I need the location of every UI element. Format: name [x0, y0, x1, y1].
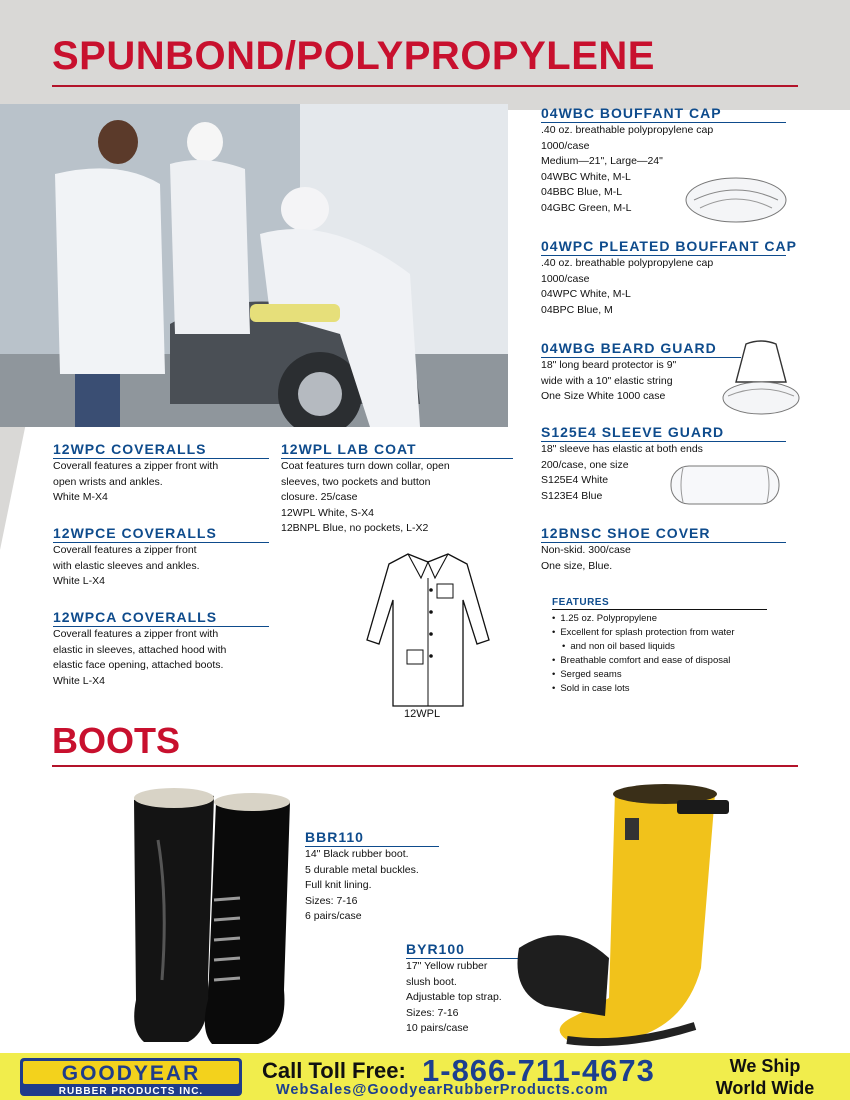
black-boots-image: [128, 780, 300, 1048]
call-label: Call Toll Free:: [262, 1058, 406, 1083]
product-line: .40 oz. breathable polypropylene cap: [541, 124, 714, 136]
features-rule: [552, 609, 767, 610]
boots-rule: [52, 765, 798, 767]
yellow-boot-image: [505, 778, 737, 1053]
product-title: 04WPC PLEATED BOUFFANT CAP: [541, 238, 797, 254]
product-title: 12WPCA COVERALLS: [53, 609, 218, 625]
product-line: 18" long beard protector is 9": [541, 359, 677, 371]
feature-item: • Breathable comfort and ease of disposal: [552, 654, 767, 668]
product-line: 5 durable metal buckles.: [305, 863, 419, 876]
ship-line-2: World Wide: [715, 1078, 815, 1098]
product-line: 12BNPL Blue, no pockets, L-X2: [281, 522, 429, 534]
product-line: Coverall features a zipper front with: [53, 628, 219, 640]
ship-line-1: We Ship: [729, 1056, 801, 1076]
email-link[interactable]: WebSales@GoodyearRubberProducts.com: [276, 1082, 609, 1098]
sleeve-guard-image: [665, 458, 785, 512]
product-line: White M-X4: [53, 491, 108, 503]
product-line: Sizes: 7-16: [305, 894, 358, 907]
product-title: 12WPC COVERALLS: [53, 441, 207, 457]
features-box: [552, 597, 767, 696]
product-title: 12BNSC SHOE COVER: [541, 525, 711, 541]
title-rule: [52, 85, 798, 87]
section-title-boots: BOOTS: [52, 720, 181, 761]
feature-item: • 1.25 oz. Polypropylene: [552, 612, 767, 626]
product-line: elastic face opening, attached boots.: [53, 659, 224, 671]
product-line: open wrists and ankles.: [53, 475, 163, 488]
product-line: .40 oz. breathable polypropylene cap: [541, 257, 714, 269]
feature-item: • Excellent for splash protection from water: [552, 626, 767, 640]
product-line: 12WPL White, S-X4: [281, 506, 374, 519]
product-line: Coverall features a zipper front: [53, 544, 197, 556]
logo-sub-text: RUBBER PRODUCTS INC.: [58, 1086, 204, 1096]
product-line: slush boot.: [406, 975, 457, 988]
product-line: 04BPC Blue, M: [541, 303, 613, 316]
product-line: 04BBC Blue, M-L: [541, 186, 623, 198]
product-line: Coverall features a zipper front with: [53, 460, 219, 472]
product-line: 1000/case: [541, 272, 590, 285]
product-pleated-bouffant-cap: [541, 238, 797, 318]
bouffant-cap-image: [680, 170, 792, 230]
product-coveralls-12wpc: [53, 441, 269, 506]
product-line: White L-X4: [53, 575, 105, 587]
product-line: 17" Yellow rubber: [406, 960, 488, 972]
feature-item: • Sold in case lots: [552, 682, 767, 696]
product-line: 10 pairs/case: [406, 1022, 469, 1034]
product-title: BBR110: [305, 829, 364, 845]
goodyear-logo: [20, 1058, 242, 1096]
product-line: S125E4 White: [541, 474, 609, 486]
product-line: 18" sleeve has elastic at both ends: [541, 443, 703, 455]
lab-coat-drawing: [363, 550, 493, 710]
product-line: Sizes: 7-16: [406, 1006, 459, 1019]
product-line: One Size White 1000 case: [541, 390, 666, 402]
workers-photo: [0, 104, 508, 427]
logo-main-text: GOODYEAR: [61, 1062, 201, 1085]
product-line: 6 pairs/case: [305, 910, 362, 922]
product-line: Non-skid. 300/case: [541, 544, 631, 556]
product-line: 14" Black rubber boot.: [305, 848, 409, 860]
product-line: Full knit lining.: [305, 879, 372, 891]
product-title: S125E4 SLEEVE GUARD: [541, 424, 725, 440]
product-coveralls-12wpce: [53, 525, 269, 590]
lab-coat-caption: 12WPL: [404, 708, 441, 720]
workers-illustration: [0, 104, 508, 427]
product-line: closure. 25/case: [281, 491, 358, 503]
product-line: White L-X4: [53, 674, 105, 687]
product-line: Medium—21", Large—24": [541, 155, 663, 167]
feature-item: • Serged seams: [552, 668, 767, 682]
product-line: 04GBC Green, M-L: [541, 201, 632, 214]
features-list: [552, 612, 767, 696]
product-line: sleeves, two pockets and button: [281, 475, 431, 488]
product-title: 12WPL LAB COAT: [281, 441, 417, 457]
product-coveralls-12wpca: [53, 609, 269, 689]
product-title: 12WPCE COVERALLS: [53, 525, 217, 541]
product-line: 200/case, one size: [541, 458, 629, 471]
product-line: wide with a 10" elastic string: [541, 374, 673, 387]
product-bbr110: [305, 829, 439, 925]
product-line: with elastic sleeves and ankles.: [53, 559, 200, 572]
phone-number[interactable]: 1-866-711-4673: [422, 1053, 655, 1088]
beard-guard-image: [718, 338, 804, 420]
product-lab-coat: [281, 441, 513, 537]
product-title: 04WBC BOUFFANT CAP: [541, 105, 722, 121]
product-line: 04WPC White, M-L: [541, 288, 631, 300]
feature-item: • and non oil based liquids: [552, 640, 767, 654]
product-title: 04WBG BEARD GUARD: [541, 340, 717, 356]
product-line: Adjustable top strap.: [406, 991, 502, 1003]
product-line: S123E4 Blue: [541, 489, 603, 502]
product-line: 04WBC White, M-L: [541, 170, 631, 183]
product-beard-guard: [541, 340, 741, 405]
product-line: 1000/case: [541, 139, 590, 152]
product-line: Coat features turn down collar, open: [281, 460, 450, 472]
product-shoe-cover: [541, 525, 786, 574]
product-title: BYR100: [406, 941, 465, 957]
page-title: SPUNBOND/POLYPROPYLENE: [52, 34, 655, 78]
product-line: elastic in sleeves, attached hood with: [53, 643, 227, 656]
ship-worldwide: [700, 1055, 830, 1099]
product-line: One size, Blue.: [541, 559, 613, 572]
features-title: FEATURES: [552, 597, 610, 608]
